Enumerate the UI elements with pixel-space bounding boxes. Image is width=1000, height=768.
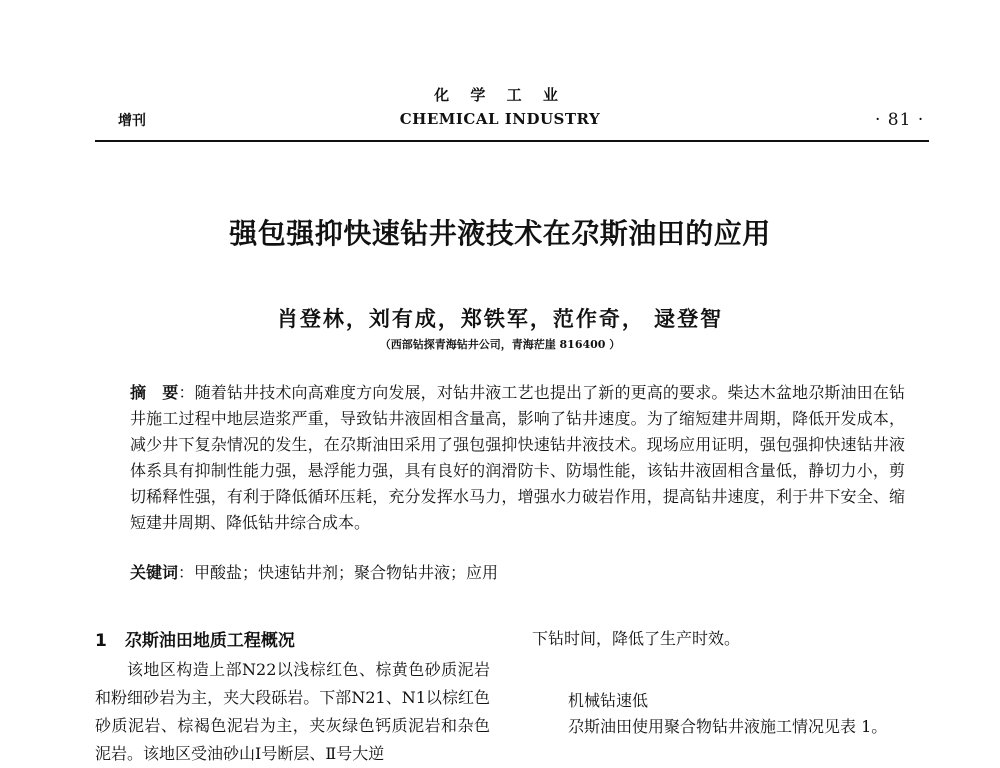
right-column-subheading: 机械钻速低 [568,691,649,710]
journal-title-cn: 化 学 工 业 [434,86,566,104]
keywords-label: 关键词 [130,563,179,582]
abstract: 摘 要：随着钻井技术向高难度方向发展，对钻井液工艺也提出了新的更高的要求。柴达木盆地尕斯油田在钻井施工过程中地层造浆严重，导致钻井液固相含量高，影响了钻井速度。为了缩短建井周期，降低开发成本，减少井下复杂情况的发生，在尕斯油田采用了强包强抑快速钻井液技术。现场应用证明，强包强抑快速钻井液体系具有抑制性能力强，悬浮能力强，具有良好的润滑防卡、防塌性能，该钻井液固相含量低，静切力小，剪切稀释性强，有利于降低循环压耗，充分发挥水马力，增强水力破岩作用，提高钻井速度，利于井下安全、缩短建井周期、降低钻井综合成本。 [130,383,905,532]
article-title: 强包强抑快速钻井液技术在尕斯油田的应用 [229,217,771,250]
keywords-text: 甲酸盐；快速钻井剂；聚合物钻井液；应用 [194,563,499,582]
header-rule [95,140,929,142]
affiliation: （西部钻探青海钻井公司，青海茫崖 816400 ） [379,338,621,351]
section-title: 尕斯油田地质工程概况 [124,631,295,651]
left-column-paragraph: 该地区构造上部N22以浅棕红色、棕黄色砂质泥岩和粉细砂岩为主，夹大段砾岩。下部N21、N1以棕红色砂质泥岩、棕褐色泥岩为主，夹灰绿色钙质泥岩和杂色泥岩。该地区受油砂山Ⅰ号断层、Ⅱ号大逆 [95,660,490,763]
abstract-text: 随着钻井技术向高难度方向发展，对钻井液工艺也提出了新的更高的要求。柴达木盆地尕斯油田在钻井施工过程中地层造浆严重，导致钻井液固相含量高，影响了钻井速度。为了缩短建井周期，降低开发成本，减少井下复杂情况的发生，在尕斯油田采用了强包强抑快速钻井液技术。现场应用证明，强包强抑快速钻井液体系具有抑制性能力强，悬浮能力强，具有良好的润滑防卡、防塌性能，该钻井液固相含量低，静切力小，剪切稀释性强，有利于降低循环压耗，充分发挥水马力，增强水力破岩作用，提高钻井速度，利于井下安全、缩短建井周期、降低钻井综合成本。 [130,383,905,532]
keywords: 关键词：甲酸盐；快速钻井剂；聚合物钻井液；应用 [130,563,499,582]
section-number: 1 [95,631,107,651]
page-number: · 81 · [875,110,925,130]
abstract-label: 摘 要 [130,383,179,402]
section-heading-1 [95,626,295,651]
issue-label: 增刊 [118,113,146,129]
right-column-text-2: 尕斯油田使用聚合物钻井液施工情况见表 1。 [568,717,888,736]
right-column-text-1: 下钻时间，降低了生产时效。 [532,629,741,648]
author-list: 肖登林，刘有成，郑铁军，范作奇， 逯登智 [276,306,724,331]
journal-title-en: CHEMICAL INDUSTRY [399,110,601,128]
